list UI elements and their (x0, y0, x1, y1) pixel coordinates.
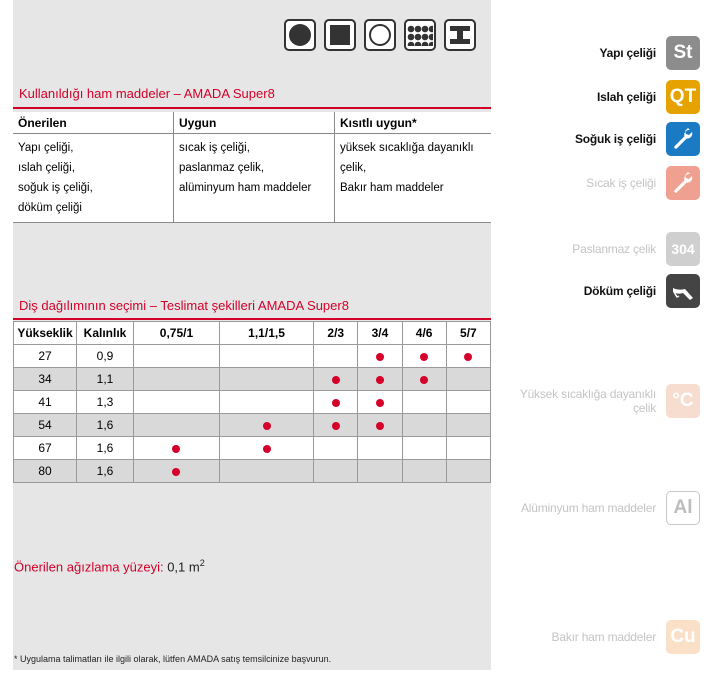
height-cell: 80 (14, 460, 77, 483)
table-row (14, 391, 491, 414)
recommended-dot-icon (376, 376, 384, 384)
height-cell: 54 (14, 414, 77, 437)
section-divider (13, 318, 491, 320)
material-item (584, 274, 700, 308)
tooth-pitch-cell (446, 391, 490, 414)
col-header: Yükseklik (14, 322, 77, 345)
tooth-pitch-cell (402, 437, 446, 460)
recommended-dot-icon (263, 445, 271, 453)
wrench-icon (666, 166, 700, 200)
table-row (14, 414, 491, 437)
copper-badge-icon: Cu (666, 620, 700, 654)
tooth-pitch-cell (446, 460, 490, 483)
tooth-pitch-cell (446, 414, 490, 437)
qt-badge-icon: QT (666, 80, 700, 114)
tooth-pitch-cell (402, 414, 446, 437)
thickness-cell: 1,6 (77, 437, 134, 460)
tooth-pitch-cell (134, 368, 220, 391)
header-recommended: Önerilen (13, 112, 174, 134)
recommended-dot-icon (376, 399, 384, 407)
area-unit-exponent: 2 (199, 558, 205, 568)
tooth-pitch-cell (402, 391, 446, 414)
stainless-badge-icon: 304 (666, 232, 700, 266)
recommended-dot-icon (332, 422, 340, 430)
tooth-pitch-cell (358, 345, 402, 368)
tooth-pitch-cell (314, 391, 358, 414)
material-label: Paslanmaz çelik (572, 242, 656, 256)
material-item (516, 384, 700, 418)
thickness-cell: 1,6 (77, 460, 134, 483)
tooth-pitch-cell (314, 437, 358, 460)
material-item (597, 80, 700, 114)
material-label: Islah çeliği (597, 90, 656, 104)
st-badge-icon: St (666, 36, 700, 70)
tooth-pitch-cell (219, 368, 313, 391)
tooth-pitch-cell (358, 437, 402, 460)
tooth-pitch-cell (402, 368, 446, 391)
col-header: 5/7 (446, 322, 490, 345)
header-suitable: Uygun (174, 112, 335, 134)
material-label: Sıcak iş çeliği (586, 176, 656, 190)
tooth-pitch-cell (314, 368, 358, 391)
section-divider (13, 107, 491, 109)
tooth-pitch-cell (402, 345, 446, 368)
material-label: Alüminyum ham maddeler (521, 501, 656, 515)
tooth-pitch-cell (314, 414, 358, 437)
limited-cell: yüksek sıcaklığa dayanıklı çelik, Bakır ham maddeler (335, 134, 492, 223)
tooth-pitch-cell (219, 460, 313, 483)
square-solid-icon (324, 19, 356, 51)
tooth-pitch-cell (358, 368, 402, 391)
height-cell: 34 (14, 368, 77, 391)
area-value: 0,1 m (167, 559, 200, 575)
wrench-icon (666, 122, 700, 156)
tooth-pitch-cell (446, 368, 490, 391)
material-label: Soğuk iş çeliği (574, 132, 656, 146)
recommended-dot-icon (332, 399, 340, 407)
tooth-pitch-cell (402, 460, 446, 483)
footnote: * Uygulama talimatları ile ilgili olarak, lütfen AMADA satış temsilcinize başvurun. (14, 654, 332, 664)
shape-icon-bar (284, 19, 476, 51)
header-limited: Kısıtlı uygun* (335, 112, 492, 134)
tooth-pitch-cell (134, 437, 220, 460)
i-beam-icon (444, 19, 476, 51)
material-label: Yapı çeliği (599, 46, 656, 60)
col-header: 1,1/1,5 (219, 322, 313, 345)
thickness-cell: 1,3 (77, 391, 134, 414)
tube-icon (364, 19, 396, 51)
tooth-pitch-cell (446, 345, 490, 368)
tooth-selection-title: Diş dağılımının seçimi – Teslimat şekilleri AMADA Super8 (19, 298, 349, 313)
height-cell: 27 (14, 345, 77, 368)
tooth-pitch-cell (219, 391, 313, 414)
recommended-dot-icon (332, 376, 340, 384)
recommended-dot-icon (420, 353, 428, 361)
tooth-pitch-cell (358, 460, 402, 483)
tooth-pitch-cell (134, 414, 220, 437)
materials-section-title: Kullanıldığı ham maddeler – AMADA Super8 (19, 86, 275, 101)
materials-table (13, 112, 491, 223)
material-item (521, 491, 700, 525)
material-label: Yüksek sıcaklığa dayanıklı çelik (519, 387, 656, 415)
tooth-pitch-cell (446, 437, 490, 460)
tooth-pitch-cell (358, 414, 402, 437)
tooth-pitch-cell (134, 345, 220, 368)
tooth-pitch-cell (358, 391, 402, 414)
material-label: Döküm çeliği (583, 284, 656, 298)
recommended-dot-icon (172, 445, 180, 453)
recommended-dot-icon (464, 353, 472, 361)
tooth-pitch-cell (134, 391, 220, 414)
tooth-pitch-cell (134, 460, 220, 483)
material-item (600, 36, 701, 70)
height-cell: 41 (14, 391, 77, 414)
col-header: 2/3 (314, 322, 358, 345)
casting-ladle-icon (666, 274, 700, 308)
material-label: Bakır ham maddeler (551, 630, 656, 644)
table-row (14, 345, 491, 368)
recommended-dot-icon (376, 353, 384, 361)
recommended-area (14, 558, 205, 574)
material-item (552, 620, 700, 654)
tooth-selection-table (13, 321, 491, 483)
thickness-cell: 1,6 (77, 414, 134, 437)
material-item (575, 122, 700, 156)
table-row (14, 368, 491, 391)
tooth-pitch-cell (219, 414, 313, 437)
suitable-cell: sıcak iş çeliği, paslanmaz çelik, alüminyum ham maddeler (174, 134, 335, 223)
material-item (572, 232, 700, 266)
table-row (14, 460, 491, 483)
table-row (14, 437, 491, 460)
recommended-dot-icon (420, 376, 428, 384)
round-solid-icon (284, 19, 316, 51)
height-cell: 67 (14, 437, 77, 460)
recommended-cell: Yapı çeliği, ıslah çeliği, soğuk iş çeliği, döküm çeliği (13, 134, 174, 223)
tooth-pitch-cell (314, 345, 358, 368)
recommended-dot-icon (376, 422, 384, 430)
bundle-icon (404, 19, 436, 51)
col-header: 3/4 (358, 322, 402, 345)
col-header: Kalınlık (77, 322, 134, 345)
aluminium-badge-icon: Al (666, 491, 700, 525)
col-header: 4/6 (402, 322, 446, 345)
tooth-pitch-cell (314, 460, 358, 483)
thickness-cell: 1,1 (77, 368, 134, 391)
area-label: Önerilen ağızlama yüzeyi: (14, 559, 164, 575)
recommended-dot-icon (263, 422, 271, 430)
col-header: 0,75/1 (134, 322, 220, 345)
material-item (586, 166, 700, 200)
tooth-pitch-cell (219, 345, 313, 368)
temperature-badge-icon: °C (666, 384, 700, 418)
thickness-cell: 0,9 (77, 345, 134, 368)
tooth-pitch-cell (219, 437, 313, 460)
recommended-dot-icon (172, 468, 180, 476)
